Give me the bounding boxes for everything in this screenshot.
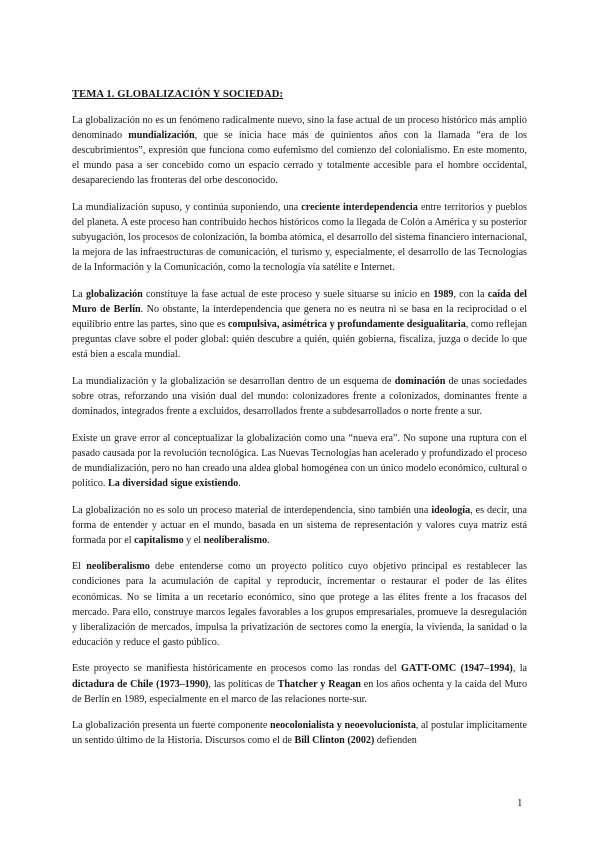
text-run: La [72, 288, 86, 300]
paragraph [72, 503, 527, 548]
paragraph [72, 661, 527, 706]
bold-text: ideología [431, 504, 471, 516]
document-body [72, 88, 527, 760]
paragraph [72, 200, 527, 275]
text-run: La mundialización supuso, y continúa suponiendo, una [72, 201, 302, 213]
text-run: La globalización no es un fenómeno radicalmente nuevo, sino la fase actual de un proceso histórico más amplio denominado [72, 115, 527, 142]
text-run: La globalización no es solo un proceso material de interdependencia, sino también una [72, 504, 432, 516]
text-run: y el [183, 534, 204, 546]
text-run: , que se inicia hace más de quinientos años con la llamada “era de los descubrimientos”, expresión que funciona como eufemismo del comienzo del colonialismo. En este momento, el mundo pasa a ser concebido como un espacio cerrado y totalmente accesible para el hombre occidental, desapareciendo las fronteras del orbe desconocido. [72, 130, 527, 187]
text-run: entre territorios y pueblos del planeta. A este proceso han contribuido hechos históricos como la llegada de Colón a América y su posterior subyugación, los procesos de colonización, la bomba atómica, el desarrollo del sistema financiero internacional, la mejora de las infraestructuras de comunicación, el turismo y, especialmente, el desarrollo de las Tecnologías de la Información y la Comunicación, como la tecnología vía satélite e Internet. [72, 201, 527, 274]
text-run: debe entenderse como un proyecto político cuyo objetivo principal es restablecer las condiciones para la acumulación de capital y reproducir, incrementar o restaurar el poder de las élites económicas. No se limita a un recetario económico, sino que protege a las élites frente a los fracasos del mercado. Para ello, construye marcos legales favorables a los grupos empresariales, promueve la desregulación y liberalización de mercados, impulsa la privatización de sectores como la energía, la vivienda, la sanidad o la educación y reduce el gasto público. [72, 561, 527, 648]
bold-text: caída del Muro de Berlín [72, 288, 527, 316]
text-run: , la [512, 663, 528, 675]
bold-text: creciente interdependencia [301, 201, 418, 213]
bold-text: neocolonialista y neoevolucionista [269, 720, 416, 732]
paragraph [72, 559, 527, 650]
bold-text: capitalismo [134, 534, 184, 546]
paragraph [72, 113, 527, 188]
paragraph [72, 431, 527, 491]
text-run: , con la [453, 288, 488, 300]
bold-text: La diversidad sigue existiendo [108, 477, 239, 489]
text-run: , al postular implícitamente un sentido último de la Historia. Discursos como el de [72, 720, 527, 747]
bold-text: globalización [85, 288, 143, 300]
text-run: en los años ochenta y la caída del Muro de Berlín en 1989, especialmente en el marco de las relaciones norte-sur. [72, 678, 528, 705]
bold-text: neoliberalismo [86, 561, 150, 573]
bold-text: compulsiva, asimétrica y profundamente desigualitaria [227, 319, 466, 331]
paragraph [72, 718, 527, 748]
text-run: de unas sociedades sobre otras, reforzando una visión dual del mundo: colonizadores frente a colonizados, dominantes frente a dominados, integrados frente a excluidos, desarrollados frente a subdesarrollados o norte frente a sur. [72, 375, 527, 418]
text-run: . [238, 477, 241, 489]
bold-text: neoliberalismo [203, 534, 268, 546]
text-run: constituye la fase actual de este proceso y suele situarse su inicio en [142, 288, 434, 300]
paragraph [72, 287, 527, 362]
text-run: El [72, 561, 87, 573]
text-run: . No obstante, la interdependencia que genera no es neutra ni se basa en la reciprocidad o el equilibrio entre las partes, sino que es [72, 304, 528, 331]
bold-text: mundialización [128, 130, 195, 142]
text-run: . [267, 534, 270, 546]
text-run: Este proyecto se manifiesta históricamente en procesos como las rondas del [72, 663, 402, 675]
paragraph [72, 374, 527, 419]
section-title: TEMA 1. GLOBALIZACIÓN Y SOCIEDAD: [72, 89, 284, 100]
paragraph-list [72, 113, 527, 748]
bold-text: GATT-OMC (1947–1994) [401, 663, 513, 675]
bold-text: dominación [394, 375, 446, 387]
bold-text: Thatcher y Reagan [277, 678, 361, 690]
text-run: , como reflejan preguntas clave sobre el poder global: quién descubre a quién, quién gobierna, fiscaliza, juzga o decide lo que está bien a escala mundial. [72, 319, 527, 361]
text-run: Existe un grave error al conceptualizar la globalización como una “nueva era”. No supone una ruptura con el pasado causada por la revolución tecnológica. Las Nuevas Tecnologías han acelerado y profundizado el proceso de mundialización, pero no han creado una aldea global homogénea con un único modelo económico, cultural o político. [72, 432, 527, 489]
bold-text: Bill Clinton (2002) [294, 735, 375, 747]
bold-text: 1989 [433, 288, 454, 300]
text-run: defienden [374, 735, 417, 747]
text-run: , es decir, una forma de entender y actuar en el mundo, basada en un sistema de representación y valores cuya matriz está formada por el [72, 504, 527, 546]
page-number: 1 [517, 797, 523, 809]
bold-text: dictadura de Chile (1973–1990) [72, 678, 209, 690]
text-run: La globalización presenta un fuerte componente [72, 720, 270, 732]
text-run: , las políticas de [208, 678, 278, 690]
text-run: La mundialización y la globalización se desarrollan dentro de un esquema de [72, 375, 395, 387]
